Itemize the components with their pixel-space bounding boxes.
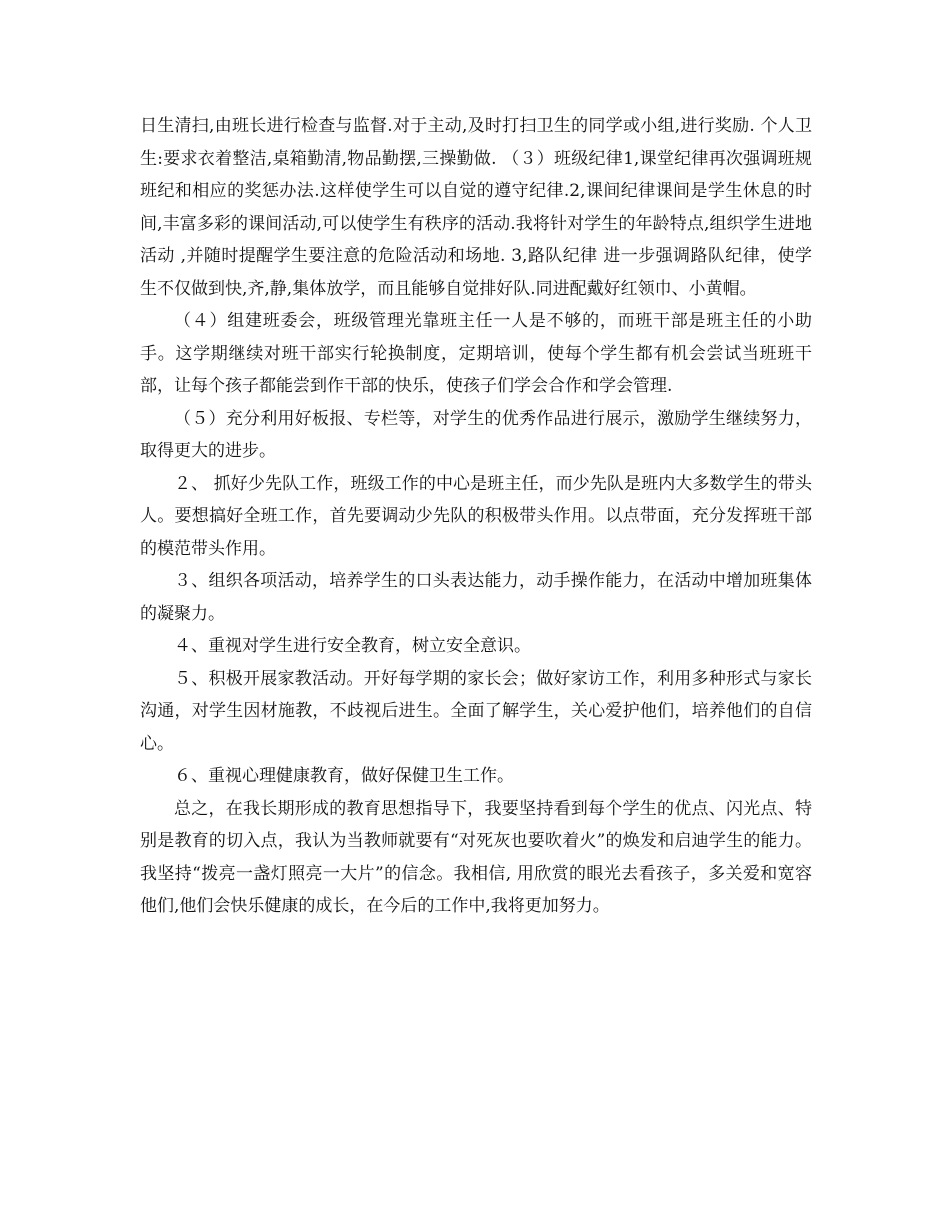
paragraph-9: 总之，在我长期形成的教育思想指导下，我要坚持看到每个学生的优点、闪光点、特别是教育的切入点，我认为当教师就要有“对死灰也要吹着火”的焕发和启迪学生的能力。我坚持“拨亮一盏灯照亮一大片”的信念。我相信, 用欣赏的眼光去看孩子，多关爱和宽容他们,他们会快乐健康的成长，在今后的工作中,我将更加努力。 — [140, 798, 812, 916]
paragraph-5: ３、组织各项活动，培养学生的口头表达能力，动手操作能力，在活动中增加班集体的凝聚力。 — [140, 571, 812, 624]
paragraph-6: ４、重视对学生进行安全教育，树立安全意识。 — [174, 636, 531, 656]
paragraph-3: （５）充分利用好板报、专栏等，对学生的优秀作品进行展示，激励学生继续努力，取得更大的进步。 — [140, 408, 812, 461]
paragraph-4: ２、 抓好少先队工作，班级工作的中心是班主任，而少先队是班内大多数学生的带头人。要想搞好全班工作，首先要调动少先队的积极带头作用。以点带面，充分发挥班干部的模范带头作用。 — [140, 473, 812, 559]
paragraph-8: ６、重视心理健康教育，做好保健卫生工作。 — [174, 766, 514, 786]
document-page — [140, 110, 812, 923]
paragraph-7: ５、积极开展家教活动。开好每学期的家长会；做好家访工作，利用多种形式与家长沟通，对学生因材施教，不歧视后进生。全面了解学生，关心爱护他们，培养他们的自信心。 — [140, 668, 812, 754]
paragraph-2: （４）组建班委会，班级管理光靠班主任一人是不够的，而班干部是班主任的小助手。这学期继续对班干部实行轮换制度，定期培训，使每个学生都有机会尝试当班班干部，让每个孩子都能尝到作干部的快乐，使孩子们学会合作和学会管理. — [140, 311, 812, 396]
paragraph-1: 日生清扫,由班长进行检查与监督.对于主动,及时打扫卫生的同学或小组,进行奖励. 个人卫生:要求衣着整洁,桌箱勤清,物品勤摆,三操勤做. （３）班级纪律1,课堂纪律再次强调班规班纪和相应的奖惩办法.这样使学生可以自觉的遵守纪律.2,课间纪律课间是学生休息的时间,丰富多彩的课间活动,可以使学生有秩序的活动.我将针对学生的年龄特点,组织学生进地活动 ,并随时提醒学生要注意的危险活动和场地. 3,路队纪律 进一步强调路队纪律，使学生不仅做到快,齐,静,集体放学，而且能够自觉排好队.同进配戴好红领巾、小黄帽。 — [140, 116, 812, 299]
